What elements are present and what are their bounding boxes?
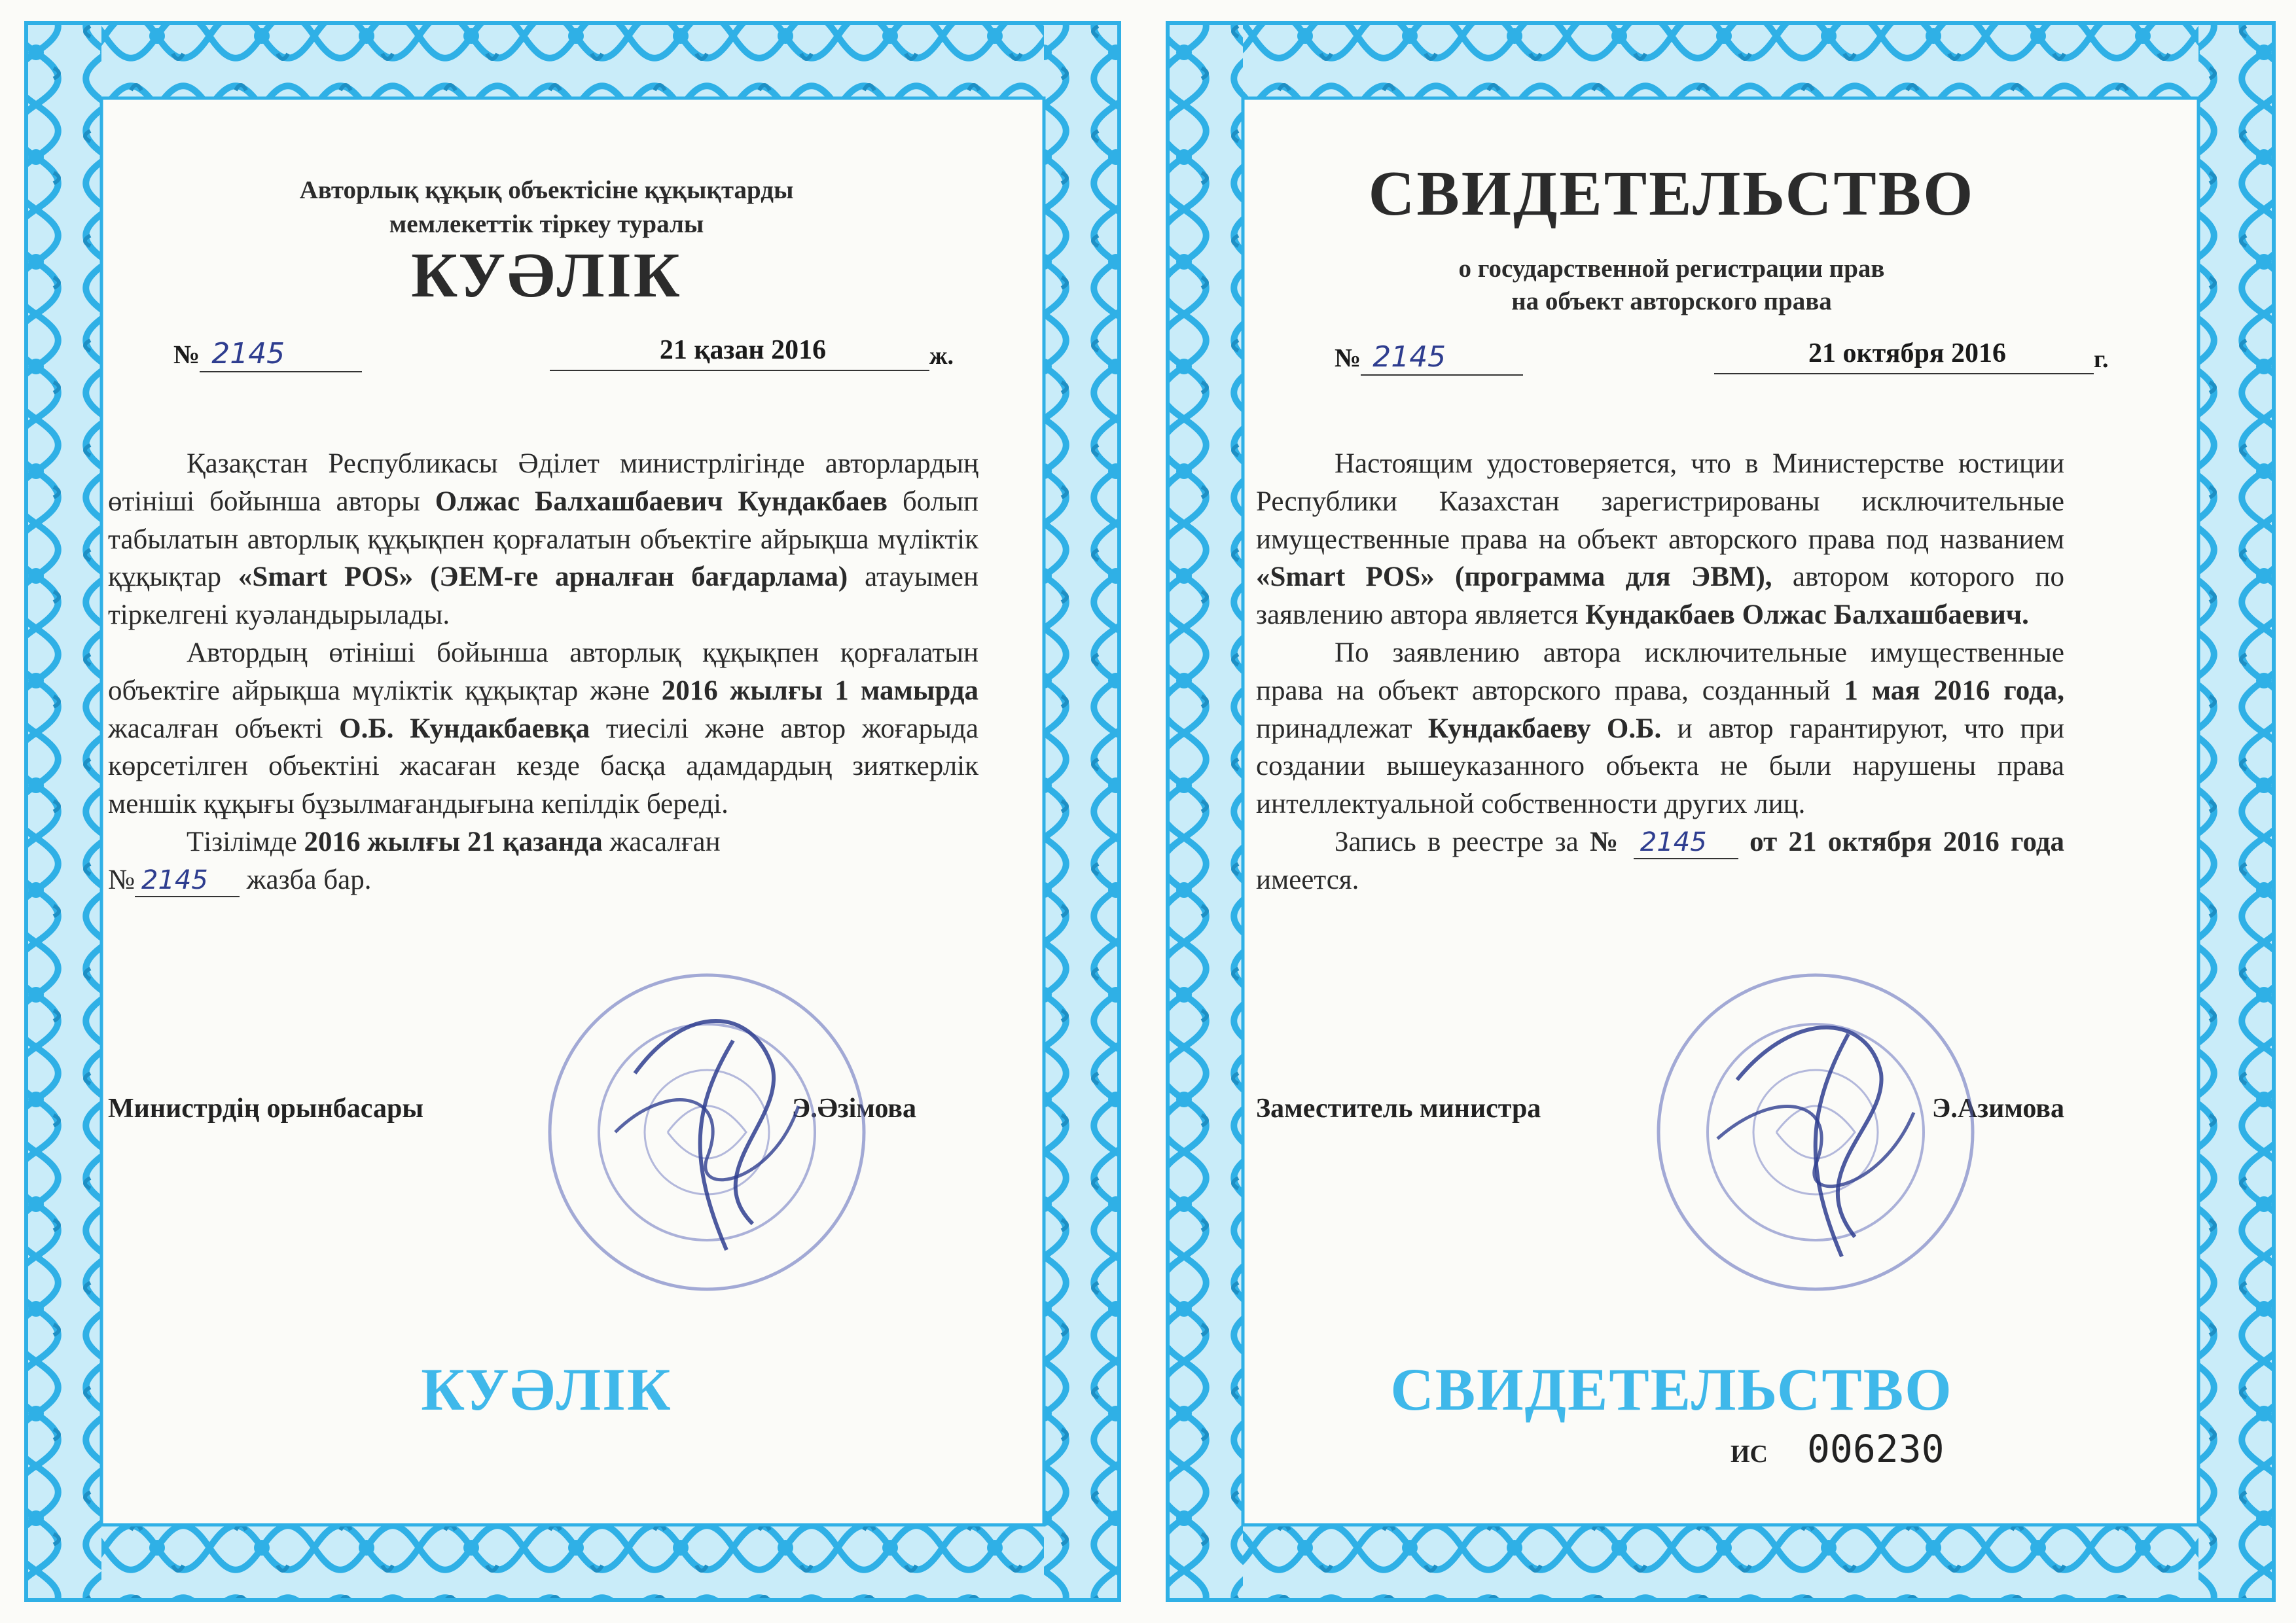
paragraph-2: По заявлению автора исключительные имущественные права на объект авторского права, созданный 1 мая 2016 года, принадлежат Кундакбаеву О.Б. и автор гарантируют, что при создании вышеуказанного объекта не были нарушены права интеллектуальной собственности других лиц. <box>1256 637 2065 820</box>
footer-title: КУӘЛІК <box>421 1356 672 1423</box>
registry-date: 2016 жылғы 21 қазанда <box>304 826 603 857</box>
issue-date-row <box>550 330 954 371</box>
signer-title: Заместитель министра <box>1256 1094 1541 1124</box>
paragraph-1: Настоящим удостоверяется, что в Министерстве юстиции Республики Казахстан зарегистрированы исключительные имущественные права на объект авторского права под названием «Smart POS» (программа для ЭВМ), автором которого по заявлению автора является Кундакбаев Олжас Балхашбаевич. <box>1256 448 2064 631</box>
signer-title: Министрдің орынбасары <box>108 1094 424 1124</box>
number-label: № <box>1335 343 1361 372</box>
document-title: КУӘЛІК <box>411 240 682 311</box>
work-title: «Smart POS» (ЭЕМ-ге арналған бағдарлама) <box>238 562 848 593</box>
certificate-ru-content <box>1256 111 2140 1505</box>
signer-name: Э.Азимова <box>1931 1094 2064 1124</box>
serial-prefix: ИС <box>1731 1440 1768 1468</box>
certificate-ru <box>1148 0 2296 1623</box>
date-suffix: ж. <box>929 342 954 370</box>
paragraph-3: Запись в реестре за № 2145 от 21 октября 2016 года имеется. <box>1256 826 2064 895</box>
owner-name: О.Б. Кундакбаевқа <box>339 713 590 744</box>
certificate-kz-content <box>108 111 982 1505</box>
paragraph-3: Тізілімде 2016 жылғы 21 қазанда жасалған № 2145 жазба бар. <box>108 823 978 899</box>
subtitle-line-1: о государственной регистрации прав <box>1458 255 1885 283</box>
signer-name: Э.Әзімова <box>791 1094 916 1124</box>
registration-number-row <box>1335 340 1523 376</box>
document-title: СВИДЕТЕЛЬСТВО <box>1368 158 1975 229</box>
author-name: Кундакбаев Олжас Балхашбаевич. <box>1585 599 2029 631</box>
heading-line-1: Авторлық құқық объектісіне құқықтарды <box>299 176 794 204</box>
issue-date: 21 қазан 2016 <box>550 330 929 371</box>
certificate-body <box>108 445 978 899</box>
footer-title: СВИДЕТЕЛЬСТВО <box>1390 1356 1953 1423</box>
issue-date: 21 октября 2016 <box>1714 334 2094 374</box>
signature-row <box>1256 1093 2064 1124</box>
serial-number: 006230 <box>1807 1427 1945 1471</box>
number-value-handwritten: 2145 <box>200 337 362 372</box>
owner-name: Кундакбаеву О.Б. <box>1427 713 1662 744</box>
certificate-body <box>1256 445 2064 899</box>
serial-number-row <box>1731 1427 1945 1471</box>
author-name: Олжас Балхашбаевич Кундакбаев <box>435 486 888 517</box>
paragraph-2: Автордың өтініші бойынша авторлық құқықпен қорғалатын объектіге айрықша мүліктік құқықтар және 2016 жылғы 1 мамырда жасалған объекті О.Б. Кундакбаевқа тиесілі және автор жоғарыда көрсетілген объектіні жасаған кезде басқа адамдардың зияткерлік меншік құқығы бұзылмағандығына кепілдік береді. <box>108 637 978 820</box>
date-suffix: г. <box>2094 346 2109 373</box>
registration-number-row <box>173 337 362 372</box>
subtitle-line-2: на объект авторского права <box>1511 287 1832 315</box>
creation-date: 2016 жылғы 1 мамырда <box>661 675 978 706</box>
registry-number-handwritten: 2145 <box>135 865 240 897</box>
paragraph-1: Қазақстан Республикасы Әділет министрлігінде авторлардың өтініші бойынша авторы Олжас Балхашбаевич Кундакбаев болып табылатын авторлық құқықпен қорғалатын объектіге айрықша мүліктік құқықтар «Smart POS» (ЭЕМ-ге арналған бағдарлама) атауымен тіркелгені куәландырылады. <box>108 448 979 631</box>
signature-row <box>108 1093 916 1124</box>
heading-line-2: мемлекеттік тіркеу туралы <box>389 210 704 238</box>
registry-date: от 21 октября 2016 года <box>1738 826 2064 857</box>
work-title: «Smart POS» (программа для ЭВМ), <box>1256 562 1772 593</box>
number-value-handwritten: 2145 <box>1361 340 1523 376</box>
creation-date: 1 мая 2016 года, <box>1844 675 2065 706</box>
issue-date-row <box>1714 334 2108 374</box>
number-label: № <box>173 340 200 369</box>
registry-number-handwritten: 2145 <box>1634 827 1738 859</box>
